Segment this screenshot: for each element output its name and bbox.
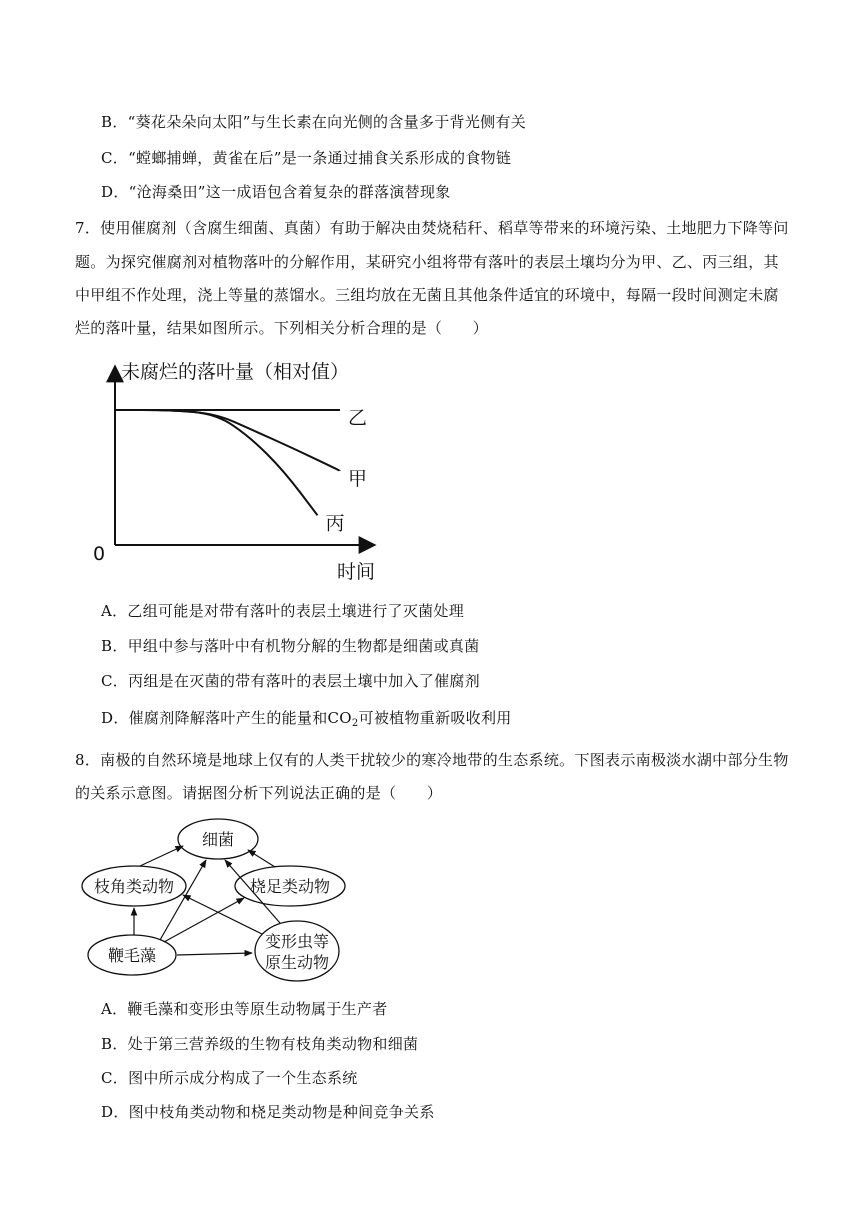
q8-stem-line-1: 8．南极的自然环境是地球上仅有的人类干扰较少的寒冷地带的生态系统。下图表示南极淡水湖中部分生物: [75, 751, 789, 769]
q8-option-c: C．图中所示成分构成了一个生态系统: [101, 1069, 358, 1087]
q7-stem-line-2: 题。为探究催腐剂对植物落叶的分解作用，某研究小组将带有落叶的表层土壤均分为甲、乙、丙三组，其: [75, 253, 779, 271]
q8-food-web-diagram: [80, 812, 360, 987]
q8-stem-line-2: 的关系示意图。请据图分析下列说法正确的是（ ）: [75, 784, 443, 802]
q8-option-d: D．图中枝角类动物和桡足类动物是种间竞争关系: [101, 1103, 435, 1121]
co2-subscript: 2: [351, 718, 359, 729]
q8-option-b: B．处于第三营养级的生物有枝角类动物和细菌: [101, 1035, 419, 1053]
q6-option-c: C．“螳螂捕蝉，黄雀在后”是一条通过捕食关系形成的食物链: [101, 149, 512, 167]
q7-option-c: C．丙组是在灭菌的带有落叶的表层土壤中加入了催腐剂: [101, 672, 480, 690]
q8-option-a: A．鞭毛藻和变形虫等原生动物属于生产者: [101, 1000, 388, 1018]
q7-option-d: [101, 708, 512, 734]
q7-line-chart: [85, 350, 405, 590]
copepod-label: 桡足类动物: [249, 877, 331, 896]
q7-option-a: A．乙组可能是对带有落叶的表层土壤进行了灭菌处理: [101, 602, 465, 620]
arrow-cladocera-to-bacteria: [140, 846, 183, 866]
y-axis-label: 未腐烂的落叶量（相对值）: [121, 361, 350, 383]
series-label-0: 乙: [348, 407, 368, 429]
amoeba-node: [255, 921, 339, 981]
q7-option-b: B．甲组中参与落叶中有机物分解的生物都是细菌或真菌: [101, 637, 480, 655]
q7-stem-line-1: 7．使用催腐剂（含腐生细菌、真菌）有助于解决由焚烧秸秆、稻草等带来的环境污染、土地肥力下降等问: [75, 219, 789, 237]
q6-option-b: B．“葵花朵朵向太阳”与生长素在向光侧的含量多于背光侧有关: [101, 113, 527, 131]
amoeba-label-line-1: 变形虫等: [264, 932, 330, 951]
arrow-flagellate-to-amoeba: [177, 953, 252, 955]
cladocera-label: 枝角类动物: [93, 877, 175, 896]
q7-option-d-text-end: 可被植物重新吸收利用: [358, 709, 512, 727]
arrow-copepod-to-bacteria: [248, 850, 275, 867]
x-axis-label: 时间: [337, 561, 376, 583]
series-line-1: [115, 410, 340, 471]
amoeba-label-line-2: 原生动物: [264, 953, 330, 972]
q7-stem-line-3: 中甲组不作处理，浇上等量的蒸馏水。三组均放在无菌且其他条件适宜的环境中，每隔一段时间测定未腐: [75, 286, 779, 304]
series-line-2: [115, 410, 318, 515]
arrow-amoeba-to-cladocera: [183, 895, 262, 934]
flagellate-label: 鞭毛藻: [107, 946, 157, 965]
q6-option-d: D．“沧海桑田”这一成语包含着复杂的群落演替现象: [101, 183, 451, 201]
series-label-1: 甲: [348, 467, 368, 490]
arrow-flagellate-to-copepod: [164, 898, 244, 942]
origin-label: 0: [93, 543, 106, 565]
bacteria-label: 细菌: [201, 830, 235, 849]
series-label-2: 丙: [325, 512, 345, 535]
q7-option-d-text: D．催腐剂降解落叶产生的能量和CO: [101, 709, 352, 727]
q7-stem-line-4: 烂的落叶量，结果如图所示。下列相关分析合理的是（ ）: [75, 319, 489, 337]
